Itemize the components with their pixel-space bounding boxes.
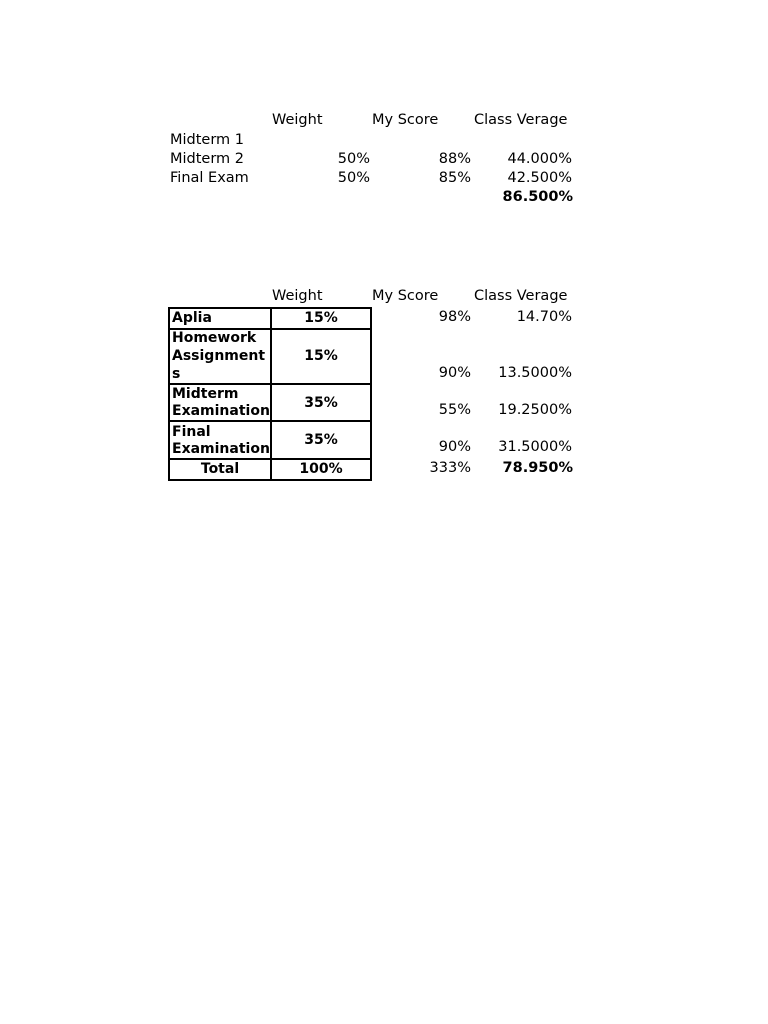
t2-total-class-avg: 78.950% — [502, 460, 573, 476]
t2-row-label: Examination — [172, 441, 270, 457]
t2-row-label: Assignment — [172, 348, 266, 364]
t1-header-my-score: My Score — [372, 112, 439, 128]
t1-row-class-avg — [474, 131, 572, 150]
t1-row-label: Final Exam — [170, 170, 249, 186]
t2-header-my-score: My Score — [372, 288, 439, 304]
t1-header-weight: Weight — [272, 112, 323, 128]
t1-row-label: Midterm 1 — [170, 132, 245, 148]
t2-row-label-cell — [168, 383, 272, 422]
t1-header-class-average: Class Verage — [474, 112, 568, 128]
t2-row-score: 98% — [438, 309, 471, 325]
t1-row-weight: 50% — [337, 151, 370, 167]
t1-row-score — [372, 131, 471, 150]
t2-row-weight: 15% — [304, 310, 338, 326]
t2-row-score: 55% — [438, 402, 471, 418]
t1-row-label: Midterm 2 — [170, 151, 245, 167]
t2-row-class-avg: 14.70% — [516, 309, 572, 325]
t1-total-class-avg: 86.500% — [502, 189, 573, 205]
t1-row-weight: 50% — [337, 170, 370, 186]
t2-row-class-avg: 13.5000% — [498, 365, 572, 381]
t2-row-label: Aplia — [172, 310, 212, 326]
t2-row-weight-cell — [270, 383, 372, 422]
t1-row-class-avg: 42.500% — [507, 170, 572, 186]
t2-row-class-avg: 19.2500% — [498, 402, 572, 418]
t2-row-score: 90% — [438, 365, 471, 381]
t2-header-weight: Weight — [272, 288, 323, 304]
t2-row-label: s — [172, 366, 181, 382]
t1-row-score: 88% — [438, 151, 471, 167]
t2-row-weight: 35% — [304, 432, 338, 448]
t2-total-label-cell — [168, 458, 272, 481]
t2-total-score: 333% — [429, 460, 471, 476]
t1-row-class-avg: 44.000% — [507, 151, 572, 167]
t2-row-label-cell — [168, 420, 272, 460]
t2-row-weight: 15% — [304, 348, 338, 364]
t2-total-weight: 100% — [299, 461, 343, 477]
t2-row-label-cell — [168, 328, 272, 385]
t2-row-weight: 35% — [304, 395, 338, 411]
t2-row-label: Final — [172, 424, 211, 440]
t2-row-label-cell — [168, 307, 272, 330]
t2-total-label: Total — [200, 461, 240, 477]
t1-row-score: 85% — [438, 170, 471, 186]
t2-header-class-average: Class Verage — [474, 288, 568, 304]
t2-row-weight-cell — [270, 328, 372, 385]
t2-row-label: Examination — [172, 403, 270, 419]
t2-row-label: Homework — [172, 330, 257, 346]
t1-row-weight — [272, 131, 370, 150]
t2-row-weight-cell — [270, 307, 372, 330]
t2-total-weight-cell — [270, 458, 372, 481]
t2-row-weight-cell — [270, 420, 372, 460]
t2-row-label: Midterm — [172, 386, 239, 402]
t2-row-class-avg: 31.5000% — [498, 439, 572, 455]
t2-row-score: 90% — [438, 439, 471, 455]
